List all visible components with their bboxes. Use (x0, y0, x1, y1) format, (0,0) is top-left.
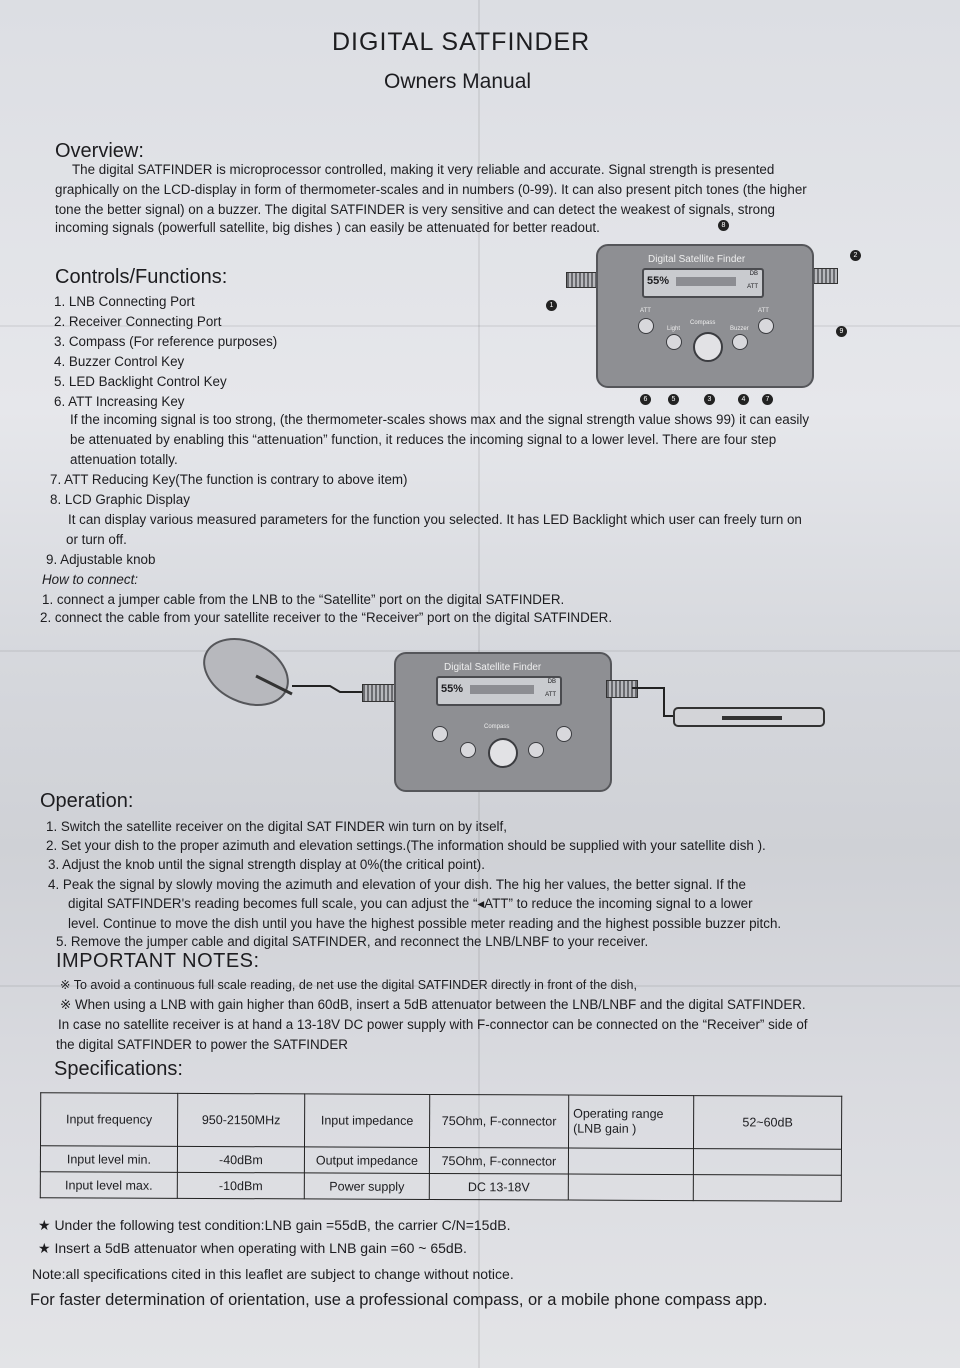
att-increase-key (432, 726, 448, 742)
connect-step: 1. connect a jumper cable from the LNB to the “Satellite” port on the digital SATFINDER. (42, 592, 565, 607)
operation-line: 5. Remove the jumper cable and digital SATFINDER, and reconnect the LNB/LNBF to your receiver. (56, 934, 649, 949)
compass-label: Compass (690, 320, 716, 326)
att-reduce-key (758, 318, 774, 334)
table-cell: Output impedance (304, 1147, 429, 1173)
table-cell: Operating range (LNB gain ) (568, 1095, 693, 1149)
buzzer-key-label: Buzzer (730, 326, 749, 332)
controls-item: 2. Receiver Connecting Port (54, 314, 222, 329)
controls-item: 3. Compass (For reference purposes) (54, 334, 278, 349)
table-cell: 52~60dB (693, 1096, 841, 1150)
satellite-port (362, 684, 398, 702)
att-key-label: ATT (758, 308, 769, 314)
table-cell: 75Ohm, F-connector (429, 1148, 568, 1174)
callout-number: 9 (836, 326, 847, 337)
att-indicator: ATT (747, 284, 758, 290)
operation-heading: Operation: (40, 790, 134, 812)
light-key-label: Light (667, 326, 681, 332)
db-label: DB (547, 679, 556, 685)
overview-line: graphically on the LCD-display in form of thermometer-scales and in numbers (0-99). It can also present pitch tones (the higher (55, 182, 807, 197)
connect-heading: How to connect: (42, 572, 139, 587)
table-cell: DC 13-18V (429, 1174, 568, 1200)
callout-number: 7 (762, 394, 773, 405)
notes-line: ※ To avoid a continuous full scale reading, de net use the digital SATFINDER directly in front of the dish, (60, 978, 637, 992)
att-increase-key (638, 318, 654, 334)
signal-bar (470, 685, 534, 694)
controls-item: 1. LNB Connecting Port (54, 294, 195, 309)
callout-number: 8 (718, 220, 729, 231)
table-cell (568, 1148, 693, 1174)
callout-number: 5 (668, 394, 679, 405)
att-reduce-key (556, 726, 572, 742)
satellite-receiver-icon (672, 704, 828, 734)
att-indicator: ATT (545, 692, 556, 698)
att-description: be attenuated by enabling this “attenuation” function, it reduces the incoming signal to a lower level. There are four step (70, 432, 777, 447)
specs-heading: Specifications: (54, 1058, 183, 1080)
overview-heading: Overview: (55, 140, 144, 162)
lcd-description: It can display various measured parameters for the function you selected. It has LED Backlight which user can freely turn on (68, 512, 802, 527)
callout-number: 4 (738, 394, 749, 405)
table-row (40, 1146, 841, 1175)
operation-line: digital SATFINDER's reading becomes full scale, you can adjust the “◂ATT” to reduce the incoming signal to a lower (68, 896, 753, 911)
controls-item: 8. LCD Graphic Display (50, 492, 190, 507)
connect-step: 2. connect the cable from your satellite receiver to the “Receiver” port on the digital SATFINDER. (40, 610, 613, 625)
callout-number: 3 (704, 394, 715, 405)
signal-bar (676, 277, 736, 286)
buzzer-key (732, 334, 748, 350)
table-cell (693, 1175, 841, 1201)
light-key (460, 742, 476, 758)
table-cell: -10dBm (177, 1173, 304, 1199)
signal-reading: 55% (441, 683, 464, 695)
signal-reading: 55% (647, 275, 670, 287)
page-subtitle: Owners Manual (384, 70, 532, 93)
light-key (666, 334, 682, 350)
table-cell: -40dBm (177, 1147, 304, 1173)
table-cell: Power supply (304, 1173, 429, 1199)
controls-item: 5. LED Backlight Control Key (54, 374, 227, 389)
compass-knob (488, 738, 518, 768)
att-key-label: ATT (640, 308, 651, 314)
table-cell: 75Ohm, F-connector (429, 1094, 568, 1148)
compass-label: Compass (484, 724, 510, 730)
table-row (40, 1172, 841, 1201)
controls-item: 7. ATT Reducing Key(The function is contrary to above item) (50, 472, 408, 487)
footer-line: For faster determination of orientation, use a professional compass, or a mobile phone compass app. (30, 1291, 768, 1309)
lcd-display (642, 268, 764, 298)
callout-number: 1 (546, 300, 557, 311)
operation-line: 3. Adjust the knob until the signal strength display at 0%(the critical point). (48, 857, 485, 872)
notes-line: ※ When using a LNB with gain higher than 60dB, insert a 5dB attenuator between the LNB/LNBF and the digital SATFINDER. (60, 997, 806, 1012)
operation-line: level. Continue to move the dish until you have the highest possible meter reading and the highest possible buzzer pitch. (68, 916, 782, 931)
table-cell: Input level min. (40, 1146, 177, 1172)
overview-line: incoming signals (powerfull satellite, big dishes ) can easily be attenuated for better readout. (55, 220, 600, 235)
satfinder-device (596, 244, 814, 388)
controls-item: 6. ATT Increasing Key (54, 394, 185, 409)
table-cell: Input impedance (304, 1094, 429, 1148)
device-name-label: Digital Satellite Finder (444, 662, 542, 673)
callout-number: 6 (640, 394, 651, 405)
table-cell (568, 1174, 693, 1200)
satfinder-device (394, 652, 612, 792)
controls-item: 4. Buzzer Control Key (54, 354, 185, 369)
lcd-description: or turn off. (66, 532, 127, 547)
overview-line: tone the better signal) on a buzzer. The digital SATFINDER is very sensitive and can detect the weakest of signals, strong (55, 202, 775, 217)
db-label: DB (749, 271, 758, 277)
footer-line: ★ Under the following test condition:LNB gain =55dB, the carrier C/N=15dB. (38, 1217, 511, 1233)
att-description: attenuation totally. (70, 452, 178, 467)
lcd-display (436, 676, 562, 706)
footer-line: Note:all specifications cited in this leaflet are subject to change without notice. (32, 1266, 514, 1282)
buzzer-key (528, 742, 544, 758)
table-row (41, 1093, 842, 1150)
overview-line: The digital SATFINDER is microprocessor controlled, making it very reliable and accurate. Signal strength is presented (72, 162, 775, 177)
notes-line: In case no satellite receiver is at hand a 13-18V DC power supply with F-connector can be connected on the “Receiver” side of (58, 1017, 808, 1032)
notes-heading: IMPORTANT NOTES: (56, 950, 260, 972)
notes-line: the digital SATFINDER to power the SATFINDER (56, 1037, 348, 1052)
controls-heading: Controls/Functions: (55, 266, 228, 288)
operation-line: 4. Peak the signal by slowly moving the azimuth and elevation of your dish. The hig her values, the better signal. If the (48, 877, 746, 892)
page-title: DIGITAL SATFINDER (332, 28, 591, 56)
lnb-port (566, 272, 600, 288)
table-cell: Input level max. (40, 1172, 177, 1198)
table-cell (693, 1149, 841, 1175)
table-cell: 950-2150MHz (177, 1093, 304, 1147)
footer-line: ★ Insert a 5dB attenuator when operating with LNB gain =60 ~ 65dB. (38, 1240, 467, 1256)
device-name-label: Digital Satellite Finder (648, 254, 746, 265)
controls-item: 9. Adjustable knob (46, 552, 156, 567)
specs-table (40, 1092, 842, 1201)
operation-line: 1. Switch the satellite receiver on the digital SAT FINDER win turn on by itself, (46, 819, 507, 834)
compass-knob (693, 332, 723, 362)
operation-line: 2. Set your dish to the proper azimuth and elevation settings.(The information should be supplied with your satellite dish ). (46, 838, 766, 853)
table-cell: Input frequency (41, 1093, 178, 1147)
att-description: If the incoming signal is too strong, (the thermometer-scales shows max and the signal strength value shows 99) it can easily (70, 412, 810, 427)
callout-number: 2 (850, 250, 861, 261)
